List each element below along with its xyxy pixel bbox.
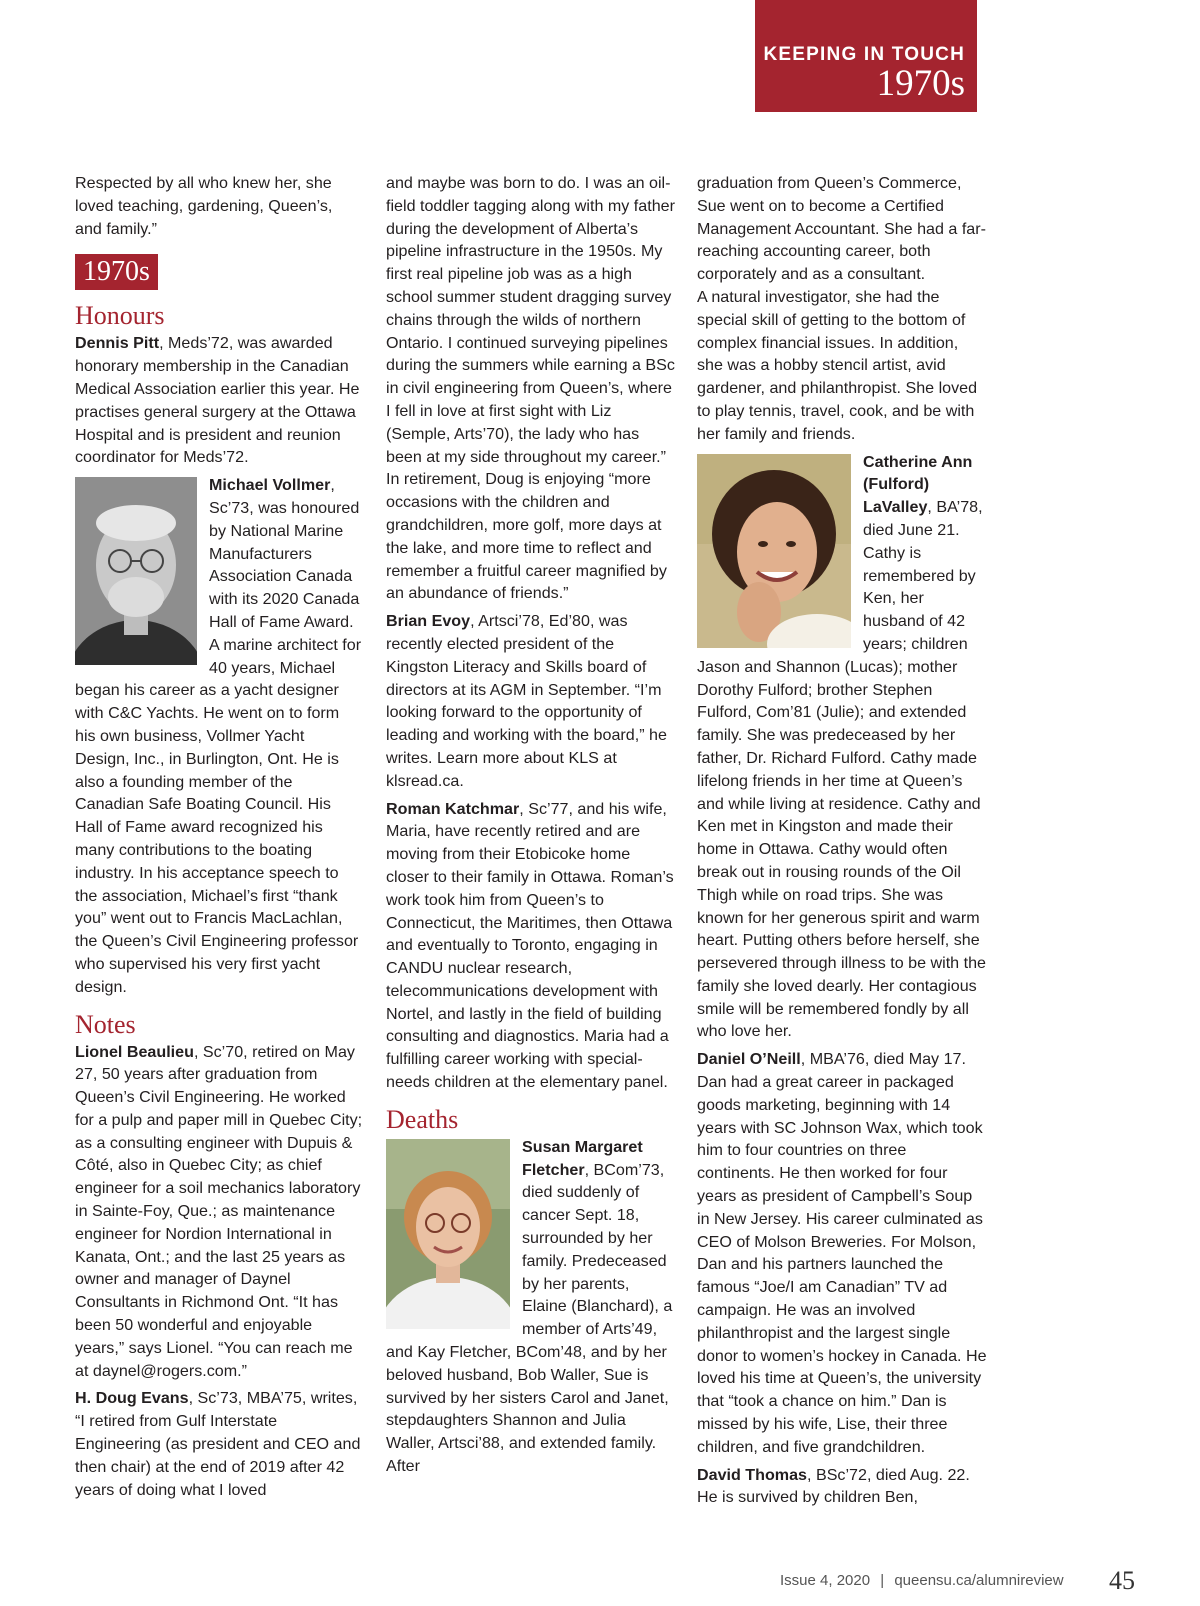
- entry-name: David Thomas: [697, 1465, 808, 1484]
- entry-fletcher-continued: graduation from Queen’s Commerce, Sue went on to become a Certified Management Accountant. She had a far-reaching accounting career, both corporately and as a consultant.: [697, 174, 986, 284]
- section-heading-notes: Notes: [75, 1009, 136, 1039]
- entry-katchmar: Roman Katchmar, Sc’77, and his wife, Maria, have recently retired and are moving from their Etobicoke home closer to their family in Ottawa. Roman’s work took him from Queen’s to Connecticut, the Maritimes, then Ottawa and eventually to Toronto, engaging in CANDU nuclear research, telecommunications development with Nortel, and lastly in the field of building consulting and diagnostics. Maria had a fulfilling career working with special-needs children at the elementary panel.: [386, 799, 674, 1092]
- entry-name: Daniel O’Neill: [697, 1050, 801, 1069]
- entry-evans: H. Doug Evans, Sc’73, MBA’75, writes, “I retired from Gulf Interstate Engineering (as president and CEO and then chair) at the end of 2019 after 42 years of doing what I loved: [75, 1389, 361, 1499]
- entry-lavalley: Catherine Ann (Fulford) LaValley, BA’78, died June 21. Cathy is remembered by Ken, her husband of 42 years; children Jason and Shannon (Lucas); mother Dorothy Fulford; brother Stephen Fulford, Com’81 (Julie); and extended family. She was predeceased by her father, Dr. Richard Fulford. Cathy made lifelong friends in her time at Queen’s and while living at residence. Cathy and Ken met in Kingston and made their home in Ottawa. Cathy would often break out in rousing rounds of the Oil Thigh while on road trips. She was known for her generous spirit and warm heart. Putting others before herself, she persevered through illness to be with the family she loved dearly. Her contagious smile will be remembered fondly by all who love her.: [697, 452, 986, 1041]
- entry-name: Susan Margaret Fletcher: [522, 1137, 643, 1179]
- entry-name: Catherine Ann (Fulford) LaValley: [863, 452, 973, 517]
- column-3: [697, 172, 987, 1509]
- column-2: [386, 172, 676, 1478]
- section-banner: [755, 0, 977, 112]
- page-footer: [780, 1566, 1135, 1595]
- entry-oneill: Daniel O’Neill, MBA’76, died May 17. Dan had a great career in packaged goods marketing, beginning with 14 years with SC Johnson Wax, which took him to four countries on three continents. He then worked for four years as president of Campbell’s Soup in New Jersey. His career culminated as CEO of Molson Breweries. For Molson, Dan and his partners launched the famous “Joe/I am Canadian” TV ad campaign. He was an involved philanthropist and the largest single donor to women’s hockey in Canada. He loved his time at Queen’s, the university that “took a chance on him.” Dan is missed by his wife, Lise, their three children, and five grandchildren.: [697, 1050, 987, 1456]
- portrait-catherine-lavalley: [697, 454, 851, 648]
- issue-label: Issue 4, 2020: [780, 1572, 871, 1589]
- entry-beaulieu: Lionel Beaulieu, Sc’70, retired on May 27, 50 years after graduation from Queen’s Civil Engineering. He worked for a pulp and paper mill in Quebec City; as a consulting engineer with Dupuis & Côté, also in Quebec City; as chief engineer for a soil mechanics laboratory in Sainte-Foy, Que.; as maintenance engineer for Nordion International in Kanata, Ont.; and the last 25 years as owner and manager of Daynel Consultants in Richmond Ont. “It has been 50 wonderful and enjoyable years,” says Lionel. “You can reach me at daynel@rogers.com.”: [75, 1042, 363, 1380]
- entry-name: H. Doug Evans: [75, 1389, 189, 1408]
- portrait-michael-vollmer: [75, 477, 197, 665]
- banner-decade: 1970s: [876, 63, 965, 104]
- entry-name: Brian Evoy: [386, 612, 471, 631]
- entry-vollmer: Michael Vollmer, Sc’73, was honoured by National Marine Manufacturers Association Canada with its 2020 Canada Hall of Fame Award. A marine architect for 40 years, Michael began his career as a yacht designer with C&C Yachts. He went on to form his own business, Vollmer Yacht Design, Inc., in Burlington, Ont. He is also a founding member of the Canadian Safe Boating Council. His Hall of Fame award recognized his many contributions to the boating industry. In his acceptance speech to the association, Michael’s first “thank you” went out to Francis MacLachlan, the Queen’s Civil Engineering professor who supervised his very first yacht design.: [75, 474, 363, 998]
- section-heading-honours: Honours: [75, 301, 165, 331]
- footer-url[interactable]: queensu.ca/alumnireview: [894, 1572, 1064, 1589]
- banner-title: KEEPING IN TOUCH: [763, 44, 965, 65]
- entry-name: Roman Katchmar: [386, 799, 520, 818]
- entry-evans-continued: and maybe was born to do. I was an oil-field toddler tagging along with my father during the development of Alberta’s pipeline infrastructure in the 1950s. My first real pipeline job was as a high school summer student dragging survey chains through the wilds of northern Ontario. I continued surveying pipelines during the summers while earning a BSc in civil engineering from Queen’s, where I fell in love at first sight with Liz (Semple, Arts’70), the lady who has been at my side throughout my career.” In retirement, Doug is enjoying “more occasions with the children and grandchildren, more golf, more days at the lake, and more time to reflect and remember a fruitful career magnified by an abundance of friends.”: [386, 174, 675, 603]
- continued-text: Respected by all who knew her, she loved teaching, gardening, Queen’s, and family.”: [75, 174, 333, 238]
- entry-pitt: Dennis Pitt, Meds’72, was awarded honorary membership in the Canadian Medical Association earlier this year. He practises general surgery at the Ottawa Hospital and is president and reunion coordinator for Meds’72.: [75, 334, 360, 467]
- entry-thomas: David Thomas, BSc’72, died Aug. 22. He is survived by children Ben,: [697, 1465, 970, 1507]
- portrait-susan-fletcher: [386, 1139, 510, 1329]
- entry-fletcher-continued-2: A natural investigator, she had the special skill of getting to the bottom of complex financial issues. In addition, she was a hobby stencil artist, avid gardener, and philanthropist. She loved to play tennis, travel, cook, and be with her family and friends.: [697, 287, 978, 443]
- entry-name: Lionel Beaulieu: [75, 1042, 194, 1061]
- entry-name: Michael Vollmer: [209, 476, 331, 495]
- page-number: 45: [1109, 1566, 1135, 1595]
- column-1: [75, 172, 363, 1501]
- entry-name: Dennis Pitt: [75, 334, 160, 353]
- entry-fletcher: Susan Margaret Fletcher, BCom’73, died suddenly of cancer Sept. 18, surrounded by her family. Predeceased by her parents, Elaine (Blanchard), a member of Arts’49, and Kay Fletcher, BCom’48, and by her beloved husband, Bob Waller, Sue is survived by her sisters Carol and Janet, stepdaughters Shannon and Julia Waller, Artsci’88, and extended family. After: [386, 1136, 676, 1478]
- footer-separator: |: [880, 1572, 885, 1589]
- section-heading-deaths: Deaths: [386, 1104, 459, 1134]
- entry-evoy: Brian Evoy, Artsci’78, Ed’80, was recently elected president of the Kingston Literacy and Skills board of directors at its AGM in September. “I’m looking forward to the opportunity of leading and working with the board,” he writes. Learn more about KLS at klsread.ca.: [386, 612, 667, 790]
- decade-label: 1970s: [75, 254, 158, 290]
